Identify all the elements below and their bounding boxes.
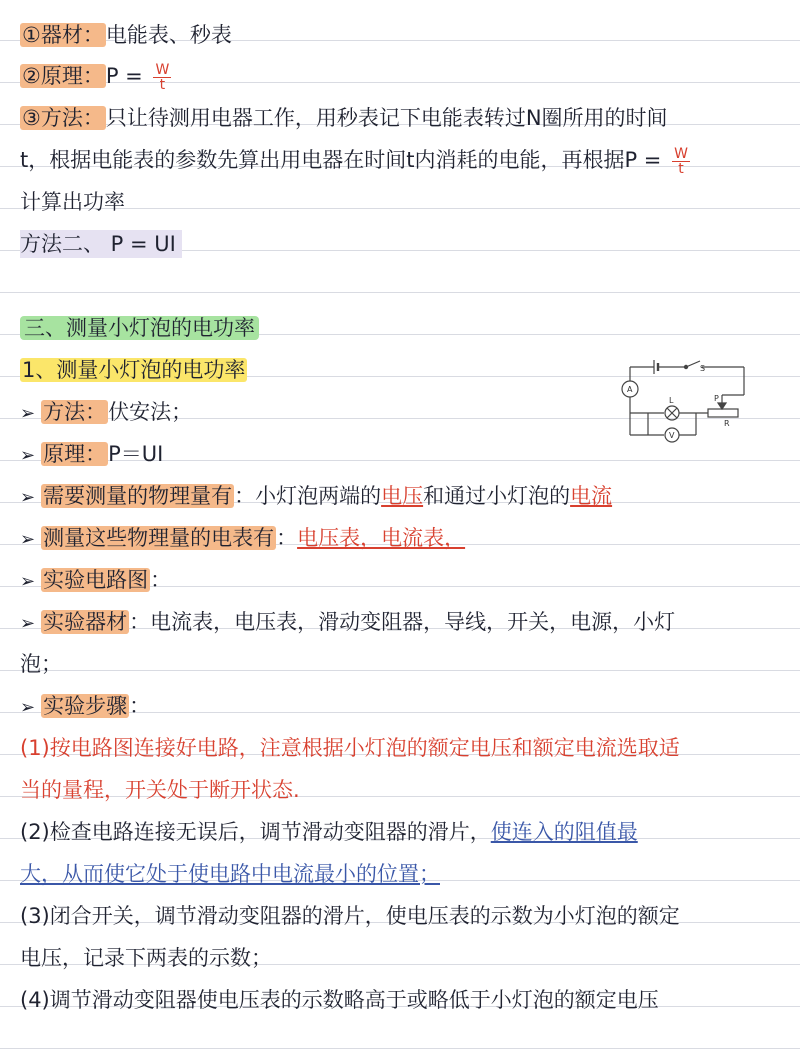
step-3-line-2 (20, 943, 784, 973)
bullet-method-label: 方法： (43, 400, 107, 424)
lamp-label: L (669, 396, 674, 405)
fraction-numerator-2: W (674, 145, 688, 162)
method-text-2: t，根据电能表的参数先算出用电器在时间t内消耗的电能，再根据P = (20, 148, 662, 172)
method-line (20, 103, 784, 133)
section-heading: 三、测量小灯泡的电功率 (20, 316, 259, 340)
switch-blade (686, 361, 700, 367)
step-4-line (20, 985, 784, 1015)
bullet-steps (20, 691, 784, 723)
equipment-line (20, 20, 784, 50)
equipment-label: ①器材： (22, 23, 104, 47)
fraction-denominator: t (159, 76, 166, 93)
bullet-equipment-text: ：电流表，电压表，滑动变阻器，导线，开关，电源，小灯 (129, 610, 676, 634)
step-3-text: (3)闭合开关，调节滑动变阻器的滑片，使电压表的示数为小灯泡的额定 (20, 904, 680, 928)
ammeter-label: A (627, 385, 633, 394)
bullet-quantities (20, 481, 784, 513)
bullet-diagram-colon: ： (150, 568, 172, 592)
step-1-line (20, 733, 784, 763)
rheostat-body (708, 409, 738, 417)
bullet-quantities-text-2: 和通过小灯泡的 (423, 484, 571, 508)
principle-formula: P = (105, 64, 143, 88)
bullet-principle-label: 原理： (43, 442, 107, 466)
bullet-equipment-label: 实验器材 (43, 610, 128, 634)
voltmeter-label: V (669, 431, 675, 440)
step-2-line (20, 817, 784, 847)
arrow-bullet-icon: ➢ (20, 697, 36, 718)
voltage-keyword: 电压 (381, 484, 424, 508)
bullet-principle-text: P＝UI (108, 442, 164, 466)
current-keyword: 电流 (570, 484, 613, 508)
method-two-text: 方法二、 P = UI (20, 230, 182, 258)
step-2-line-2 (20, 859, 784, 889)
step-1-text-2: 当的量程，开关处于断开状态. (20, 778, 300, 802)
bullet-instruments-label: 测量这些物理量的电表有 (43, 526, 275, 550)
principle-line (20, 61, 784, 92)
method-label: ③方法： (22, 106, 104, 130)
rheostat-r-label: R (724, 419, 730, 428)
step-3-line (20, 901, 784, 931)
fraction-denominator-2: t (678, 160, 684, 177)
slider-arrow (718, 403, 726, 409)
principle-label: ②原理： (22, 64, 104, 88)
bullet-method-text: 伏安法； (108, 400, 193, 424)
arrow-bullet-icon: ➢ (20, 403, 36, 424)
step-1-line-2 (20, 775, 784, 805)
bullet-steps-colon: ： (129, 694, 151, 718)
bullet-equipment-cont (20, 649, 784, 679)
switch-label: S (700, 364, 706, 373)
arrow-bullet-icon: ➢ (20, 529, 36, 550)
fraction-numerator: W (155, 61, 170, 78)
circuit-diagram (618, 355, 752, 447)
bullet-diagram-label: 实验电路图 (43, 568, 149, 592)
method-text-3: 计算出功率 (20, 190, 125, 214)
power-fraction-2 (672, 147, 690, 176)
power-fraction (153, 63, 171, 92)
arrow-bullet-icon: ➢ (20, 613, 36, 634)
bullet-instruments-colon: ： (276, 526, 298, 550)
step-2-emphasis-2: 大，从而使它处于使电路中电流最小的位置； (20, 862, 440, 886)
equipment-text: 电能表、秒表 (105, 23, 232, 47)
method-text: 只让待测用电器工作，用秒表记下电能表转过N圈所用的时间 (105, 106, 668, 130)
arrow-bullet-icon: ➢ (20, 445, 36, 466)
arrow-bullet-icon: ➢ (20, 571, 36, 592)
step-1-text: (1)按电路图连接好电路，注意根据小灯泡的额定电压和额定电流选取适 (20, 736, 680, 760)
instruments-answer: 电压表，电流表， (297, 526, 466, 550)
bullet-equipment (20, 607, 784, 639)
bullet-instruments (20, 523, 784, 555)
section-heading-line (20, 313, 784, 343)
method-line-2 (20, 145, 784, 176)
method-line-3 (20, 187, 784, 217)
step-2-text: (2)检查电路连接无误后，调节滑动变阻器的滑片， (20, 820, 491, 844)
step-4-text: (4)调节滑动变阻器使电压表的示数略高于或略低于小灯泡的额定电压 (20, 988, 659, 1012)
arrow-bullet-icon: ➢ (20, 487, 36, 508)
step-2-emphasis: 使连入的阻值最 (490, 820, 638, 844)
bullet-quantities-text: ：小灯泡两端的 (234, 484, 382, 508)
bullet-quantities-label: 需要测量的物理量有 (43, 484, 233, 508)
step-3-text-2: 电压，记录下两表的示数； (20, 946, 272, 970)
bullet-diagram (20, 565, 784, 597)
bullet-equipment-text-2: 泡； (20, 652, 62, 676)
bullet-steps-label: 实验步骤 (43, 694, 128, 718)
rheostat-p-label: P (714, 394, 719, 403)
method-two-line (20, 229, 784, 259)
sub-heading: 1、测量小灯泡的电功率 (22, 358, 246, 382)
